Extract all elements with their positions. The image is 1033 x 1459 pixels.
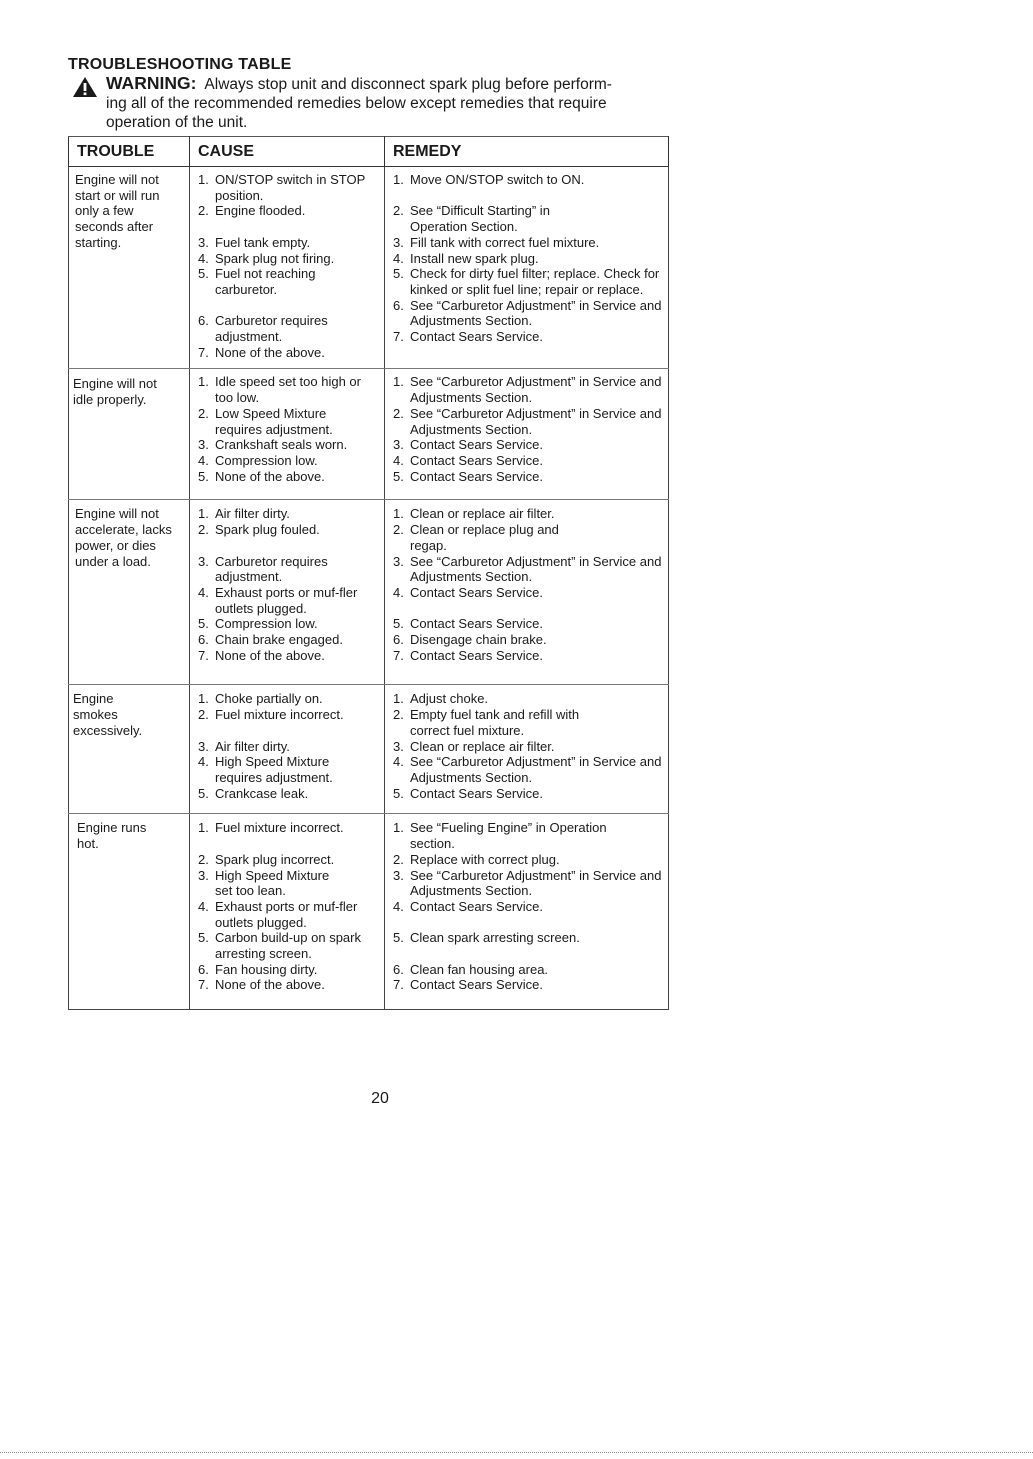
list-item: 2. Clean or replace plug and regap. [393,522,559,553]
troubleshooting-table [68,136,669,1010]
list-item: 5. Contact Sears Service. [393,616,543,632]
list-item: 4. Exhaust ports or muf-fler outlets plugged. [198,898,358,930]
warning-triangle-icon [72,76,98,98]
list-item: 1. ON/STOP switch in STOP position. [198,172,366,203]
list-item: 3. Air filter dirty. [198,738,290,754]
list-item: 4. Contact Sears Service. [393,584,543,600]
list-item: 4. Exhaust ports or muf-fler outlets plugged. [198,584,358,616]
list-item: 2. Engine flooded. [198,203,306,219]
list-item: 7. None of the above. [198,977,325,993]
trouble-cell: Engine will not start or will run only a few seconds after starting. [69,167,190,369]
list-item: 1. Idle speed set too high or too low. [198,374,361,406]
list-item: 1. Fuel mixture incorrect. [198,820,344,836]
page-bottom-divider [0,1452,1033,1453]
list-item: 3. Fuel tank empty. [198,234,311,250]
remedy-cell [385,814,669,1010]
list-item: 1. Move ON/STOP switch to ON. [393,172,585,187]
list-item: 1. See “Fueling Engine” in Operation section. [393,820,607,852]
list-item: 3. High Speed Mixture set too lean. [198,867,330,899]
list-item: 5. Contact Sears Service. [393,468,543,484]
trouble-cell: Engine runs hot. [69,814,190,1010]
list-item: 6. Fan housing dirty. [198,961,318,977]
remedy-cell [385,167,669,369]
remedy-cell [385,369,669,500]
list-item: 5. None of the above. [198,468,325,484]
list-item: 3. Fill tank with correct fuel mixture. [393,234,600,250]
list-item: 2. See “Difficult Starting” in Operation Section. [393,203,550,235]
list-item: 2. Spark plug incorrect. [198,851,335,867]
warning-label: WARNING: [106,73,197,93]
trouble-cell: Engine smokes excessively. [69,685,190,814]
trouble-cell: Engine will not idle properly. [69,369,190,500]
list-item: 4. Contact Sears Service. [393,898,543,914]
page-title: TROUBLESHOOTING TABLE [68,56,292,73]
list-item: 7. Contact Sears Service. [393,329,543,345]
header-remedy: REMEDY [385,137,669,167]
list-item: 5. Crankcase leak. [198,785,309,801]
list-item: 6. Disengage chain brake. [393,632,547,648]
list-item: 5. Contact Sears Service. [393,785,543,801]
list-item: 6. Chain brake engaged. [198,632,343,648]
list-item: 2. Replace with correct plug. [393,851,560,867]
list-item: 7. None of the above. [198,344,325,360]
list-item: 7. Contact Sears Service. [393,977,543,993]
table-row [69,167,669,369]
list-item: 4. Spark plug not firing. [198,250,335,266]
warning-text-line2: ing all of the recommended remedies below except remedies that require [106,95,607,112]
warning-text-line1: Always stop unit and disconnect spark plug before perform- [204,76,612,93]
list-item: 3. Crankshaft seals worn. [198,437,348,453]
list-item: 3. Contact Sears Service. [393,437,543,453]
list-item: 6. Carburetor requires adjustment. [198,313,328,344]
list-item: 3. Carburetor requires adjustment. [198,553,328,585]
list-item: 1. Clean or replace air filter. [393,506,555,522]
page-number: 20 [371,1090,389,1107]
list-item: 2. Empty fuel tank and refill with correct fuel mixture. [393,707,580,738]
table-header-row [69,137,669,167]
trouble-cell: Engine will not accelerate, lacks power, or dies under a load. [69,500,190,685]
list-item: 3. See “Carburetor Adjustment” in Service and Adjustments Section. [393,553,662,585]
cause-cell [190,369,385,500]
list-item: 1. Air filter dirty. [198,506,290,522]
list-item: 3. Clean or replace air filter. [393,738,555,754]
cause-cell [190,500,385,685]
list-item: 2. Spark plug fouled. [198,522,320,538]
list-item: 5. Clean spark arresting screen. [393,930,580,946]
table-row [69,369,669,500]
list-item: 5. Check for dirty fuel filter; replace. Check for kinked or split fuel line; repair or replace. [393,266,660,297]
warning-text-line3: operation of the unit. [106,114,248,131]
list-item: 6. Clean fan housing area. [393,961,549,977]
list-item: 4. Contact Sears Service. [393,452,543,468]
list-item: 2. Low Speed Mixture requires adjustment. [198,405,333,437]
warning-block [72,74,672,132]
list-item: 5. Compression low. [198,616,318,632]
list-item: 1. Adjust choke. [393,691,489,707]
list-item: 1. See “Carburetor Adjustment” in Service and Adjustments Section. [393,374,662,406]
table-row [69,500,669,685]
table-row [69,814,669,1010]
list-item: 4. High Speed Mixture requires adjustment. [198,754,333,785]
list-item: 7. Contact Sears Service. [393,647,543,663]
cause-cell [190,685,385,814]
list-item: 2. Fuel mixture incorrect. [198,707,344,723]
list-item: 4. Install new spark plug. [393,250,539,266]
list-item: 3. See “Carburetor Adjustment” in Service and Adjustments Section. [393,867,662,899]
list-item: 6. See “Carburetor Adjustment” in Service and Adjustments Section. [393,297,662,329]
cause-cell [190,814,385,1010]
table-row [69,685,669,814]
list-item: 1. Choke partially on. [198,691,323,707]
list-item: 2. See “Carburetor Adjustment” in Service and Adjustments Section. [393,405,662,437]
list-item: 7. None of the above. [198,647,325,663]
list-item: 4. Compression low. [198,452,318,468]
remedy-cell [385,685,669,814]
list-item: 4. See “Carburetor Adjustment” in Service and Adjustments Section. [393,754,662,785]
list-item: 5. Fuel not reaching carburetor. [198,266,316,297]
remedy-cell [385,500,669,685]
list-item: 5. Carbon build-up on spark arresting screen. [198,930,361,962]
header-cause: CAUSE [190,137,385,167]
cause-cell [190,167,385,369]
header-trouble: TROUBLE [69,137,190,167]
